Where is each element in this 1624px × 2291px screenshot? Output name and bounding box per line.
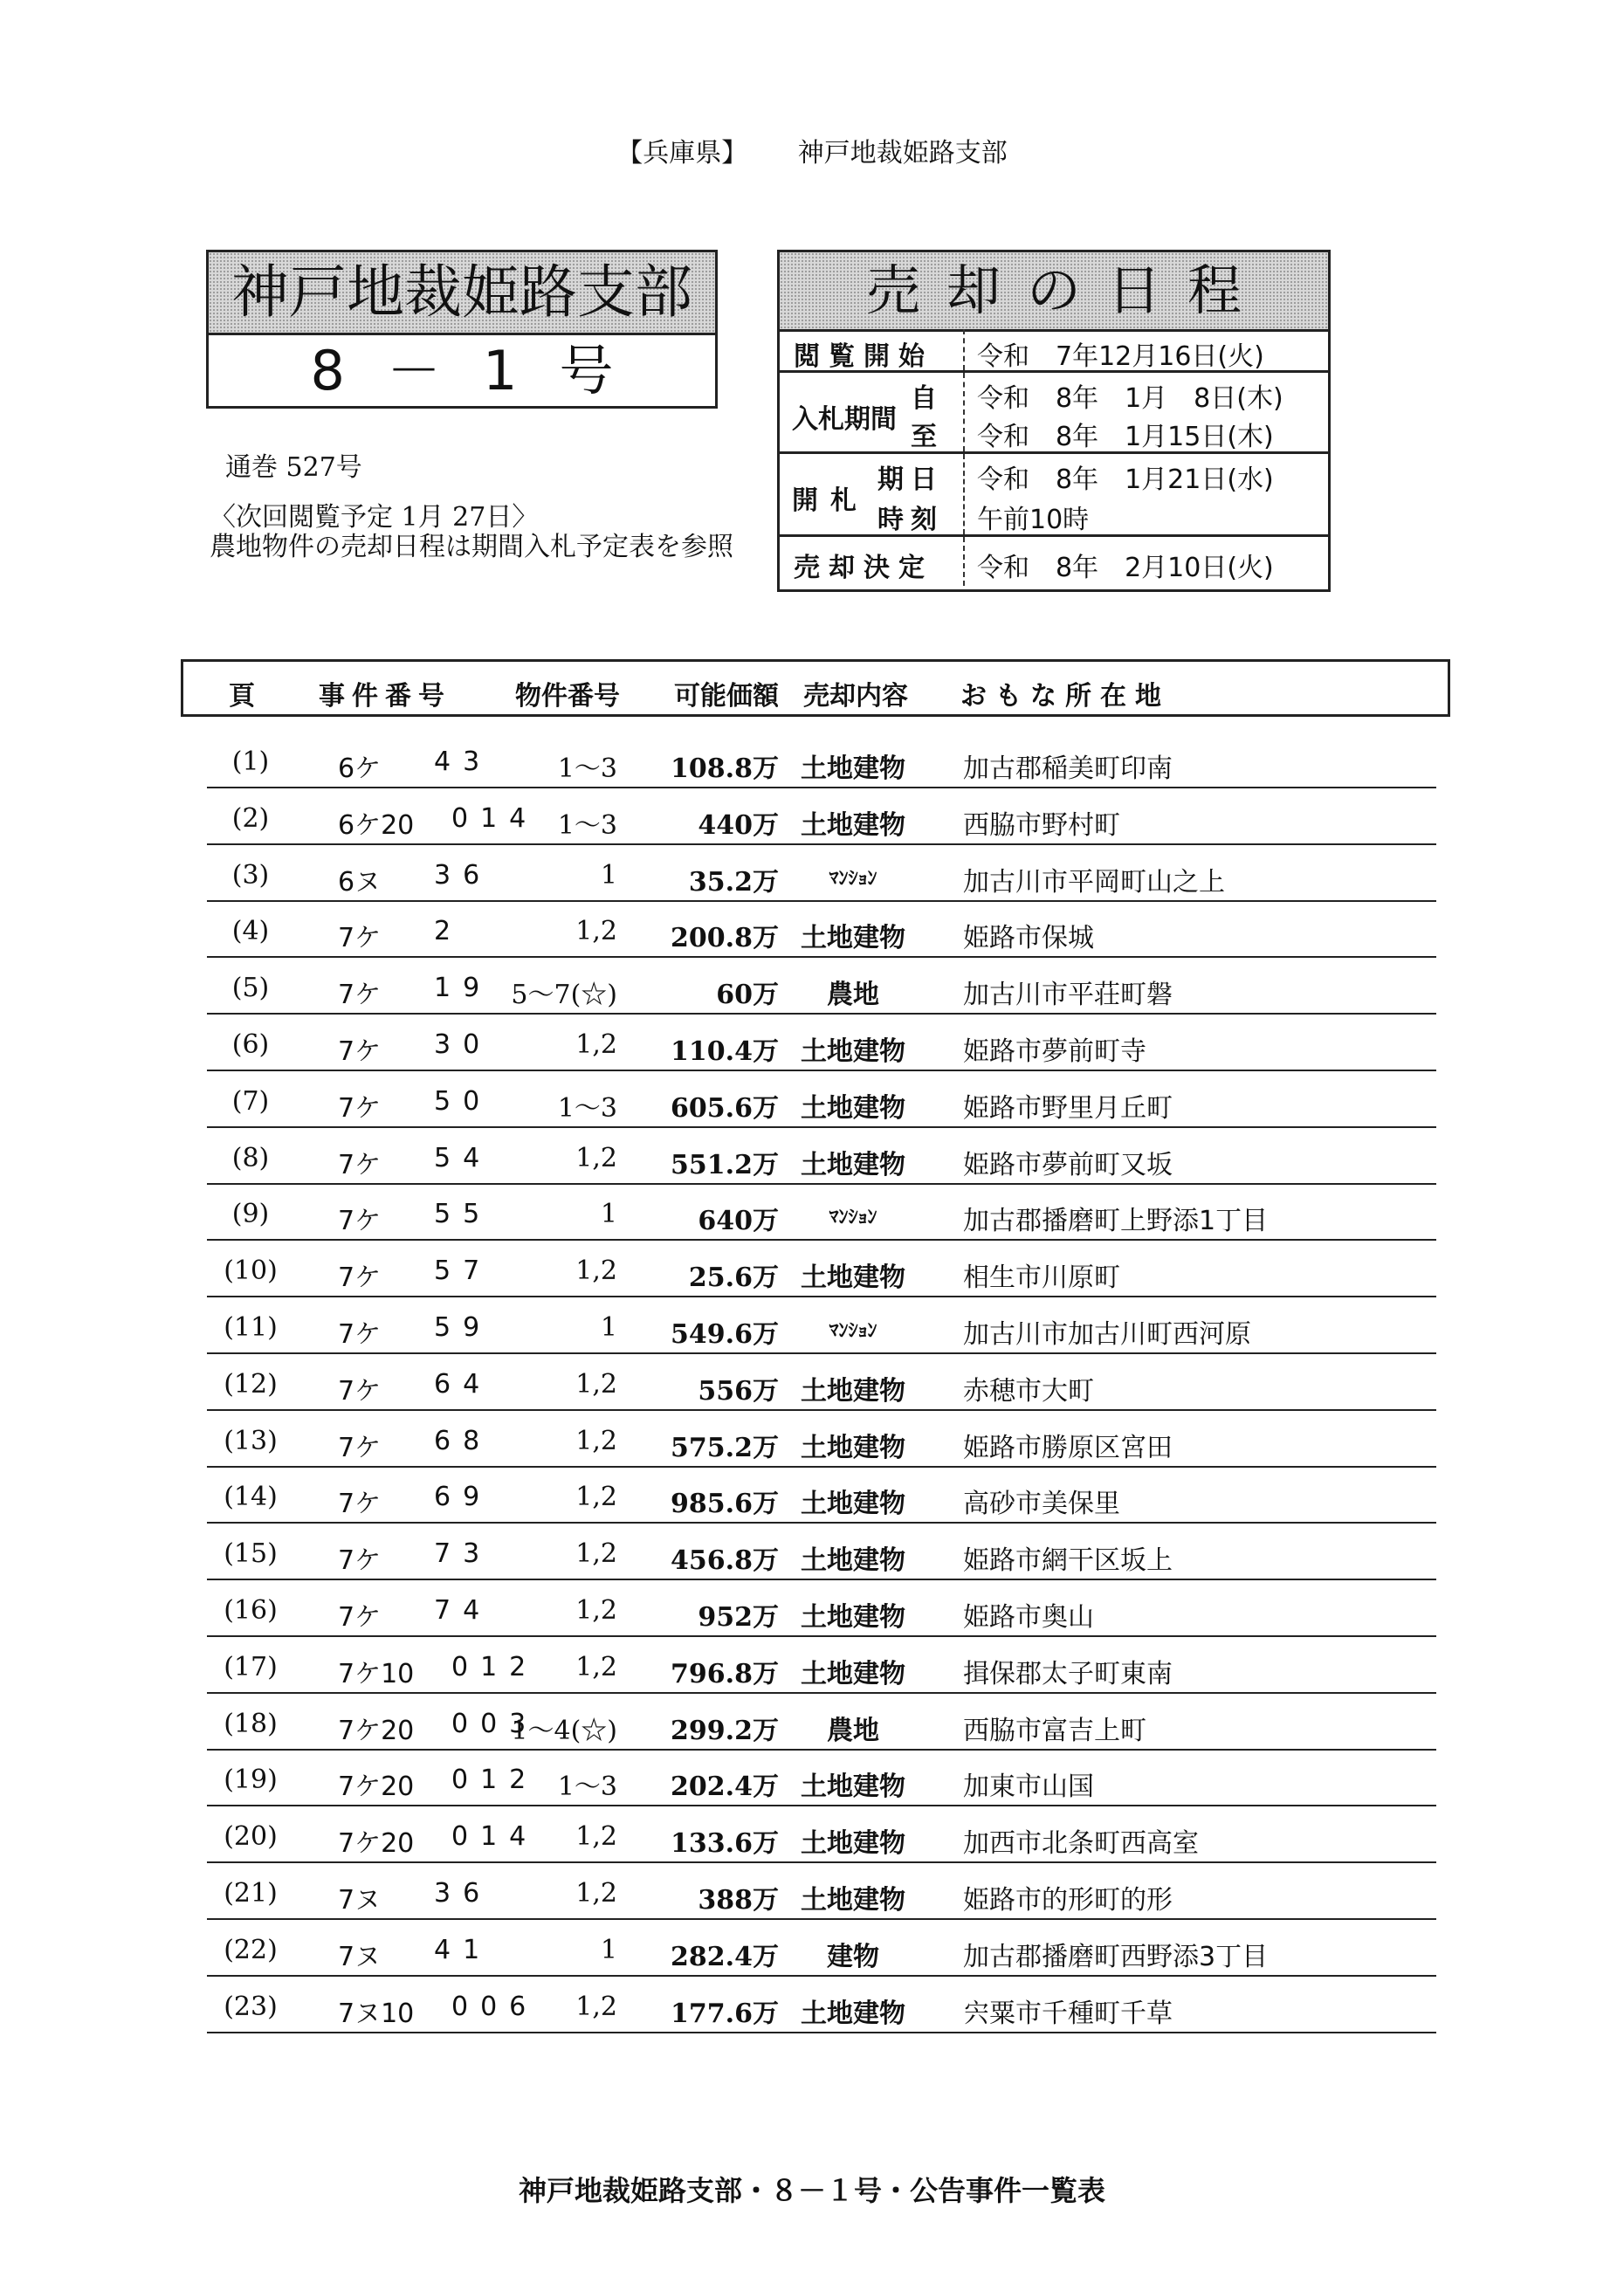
- schedule-row-viewing: [780, 329, 1328, 373]
- cell-location: 姫路市夢前町又坂: [963, 1149, 1173, 1180]
- cell-sale-type: 土地建物: [801, 1149, 905, 1180]
- cell-location: 加古郡稲美町印南: [963, 753, 1173, 784]
- cell-case-number: [338, 1878, 381, 1916]
- cell-property-number: 1,2: [575, 1368, 617, 1400]
- header-case: 事件番号: [319, 681, 451, 712]
- table-row: [207, 1353, 1436, 1411]
- cell-sale-type: 土地建物: [801, 923, 905, 954]
- cell-property-number: 1,2: [575, 1878, 617, 1909]
- cell-property-number: 1,2: [575, 1029, 617, 1060]
- cell-price: 551.2万: [671, 1149, 779, 1180]
- cell-sale-type: 土地建物: [801, 1375, 905, 1407]
- bid-from-date: 令和 8年 1月 8日(木): [977, 383, 1283, 414]
- cell-sale-type: 土地建物: [801, 1545, 905, 1577]
- case-serial: 19: [434, 973, 492, 1004]
- cell-case-number: [338, 1086, 381, 1125]
- cell-location: 加西市北条町西高室: [963, 1828, 1199, 1860]
- case-prefix: 7ケ: [338, 1092, 382, 1124]
- cell-price: 456.8万: [671, 1545, 779, 1577]
- cell-case-number: [338, 1482, 381, 1520]
- cell-location: 宍粟市千種町千草: [963, 1998, 1173, 2029]
- case-serial: 74: [434, 1595, 492, 1626]
- cell-case-number: [338, 803, 414, 842]
- cell-sale-type: ﾏﾝｼｮﾝ: [829, 867, 877, 890]
- header-page: 頁: [229, 681, 255, 712]
- cell-page: (3): [231, 859, 270, 891]
- decision-label: 売却決定: [794, 553, 933, 583]
- cell-case-number: [338, 1538, 381, 1577]
- case-prefix: 7ケ: [338, 1262, 382, 1294]
- cell-case-number: [338, 1821, 414, 1860]
- title-issue: 8－1号: [310, 339, 656, 402]
- case-serial: 2: [434, 916, 464, 947]
- cell-case-number: [338, 1992, 414, 2030]
- cell-sale-type: 土地建物: [801, 1772, 905, 1803]
- cell-sale-type: 土地建物: [801, 1036, 905, 1067]
- cell-price: 282.4万: [671, 1941, 779, 1972]
- cell-page: (2): [231, 802, 270, 834]
- cell-property-number: 1,2: [575, 1256, 617, 1287]
- cell-case-number: [338, 746, 381, 785]
- case-prefix: 7ケ: [338, 1036, 382, 1067]
- prefecture-label: 【兵庫県】: [616, 138, 748, 169]
- cell-sale-type: 土地建物: [801, 1998, 905, 2029]
- case-serial: 41: [434, 1934, 492, 1965]
- cell-property-number: 1,2: [575, 1595, 617, 1626]
- viewing-label: 閲覧開始: [794, 341, 933, 372]
- opening-date: 令和 8年 1月21日(水): [977, 464, 1274, 495]
- case-prefix: 7ケ20: [338, 1828, 415, 1860]
- cell-location: 西脇市野村町: [963, 809, 1120, 841]
- cell-case-number: [338, 1256, 381, 1294]
- cell-price: 133.6万: [671, 1828, 779, 1860]
- cell-price: 388万: [698, 1885, 779, 1916]
- cell-page: (10): [224, 1256, 278, 1287]
- cell-case-number: [338, 1652, 414, 1690]
- case-serial: 64: [434, 1368, 492, 1400]
- volume-number: 通巻 527号: [225, 452, 362, 483]
- case-prefix: 7ケ: [338, 1319, 382, 1350]
- table-row: [207, 1523, 1436, 1580]
- case-prefix: 6ケ: [338, 753, 382, 784]
- case-serial: 012: [451, 1765, 539, 1796]
- cell-price: 25.6万: [688, 1262, 779, 1294]
- case-serial: 54: [434, 1142, 492, 1173]
- table-row: [207, 1070, 1436, 1128]
- case-serial: 73: [434, 1538, 492, 1570]
- cell-page: (14): [224, 1482, 278, 1513]
- table-row: [207, 788, 1436, 845]
- cell-page: (13): [224, 1425, 278, 1456]
- table-row: [207, 1636, 1436, 1694]
- cell-price: 200.8万: [671, 923, 779, 954]
- cell-sale-type: 土地建物: [801, 1885, 905, 1916]
- cell-property-number: 1,2: [575, 1821, 617, 1853]
- cell-page: (7): [231, 1085, 270, 1117]
- cell-price: 60万: [716, 980, 779, 1011]
- table-row: [207, 1014, 1436, 1071]
- table-row: [207, 1749, 1436, 1806]
- cell-case-number: [338, 973, 381, 1011]
- table-row: [207, 844, 1436, 902]
- cell-location: 加古川市平荘町磐: [963, 980, 1173, 1011]
- cell-property-number: 1,2: [575, 916, 617, 947]
- schedule-row-opening: [780, 454, 1328, 537]
- cell-location: 赤穂市大町: [963, 1375, 1094, 1407]
- table-row: [207, 1806, 1436, 1863]
- cell-property-number: 1,2: [575, 1482, 617, 1513]
- cell-price: 556万: [698, 1375, 779, 1407]
- cell-location: 揖保郡太子町東南: [963, 1658, 1173, 1689]
- case-serial: 36: [434, 859, 492, 891]
- case-prefix: 7ケ: [338, 923, 382, 954]
- viewing-date: 令和 7年12月16日(火): [977, 341, 1264, 372]
- cell-price: 440万: [698, 809, 779, 841]
- cell-property-number: 1,2: [575, 1991, 617, 2022]
- cell-page: (4): [231, 916, 270, 947]
- case-prefix: 7ケ20: [338, 1715, 415, 1746]
- cell-sale-type: 土地建物: [801, 1092, 905, 1124]
- cell-location: 高砂市美保里: [963, 1489, 1120, 1520]
- table-header: [181, 659, 1450, 717]
- notes: [210, 503, 733, 562]
- cell-property-number: 1,2: [575, 1651, 617, 1682]
- cell-sale-type: 土地建物: [801, 1602, 905, 1633]
- court-name: 神戸地裁姫路支部: [797, 138, 1008, 169]
- cell-price: 35.2万: [688, 866, 779, 898]
- cell-page: (22): [224, 1934, 278, 1965]
- cell-page: (5): [231, 973, 270, 1004]
- cell-property-number: 1,2: [575, 1142, 617, 1173]
- case-serial: 003: [451, 1708, 539, 1739]
- cell-sale-type: 土地建物: [801, 1658, 905, 1689]
- table-row: [207, 1919, 1436, 1977]
- cell-location: 加古川市加古川町西河原: [963, 1319, 1251, 1350]
- cell-property-number: 1,2: [575, 1538, 617, 1570]
- cell-case-number: [338, 1369, 381, 1407]
- cell-price: 110.4万: [671, 1036, 779, 1067]
- table-row: [207, 1466, 1436, 1524]
- cell-location: 西脇市富吉上町: [963, 1715, 1146, 1746]
- schedule-row-decision: [780, 537, 1328, 586]
- table-row: [207, 1693, 1436, 1751]
- cell-location: 加古川市平岡町山之上: [963, 866, 1225, 898]
- cell-case-number: [338, 1143, 381, 1181]
- case-prefix: 7ケ: [338, 1149, 382, 1180]
- cell-location: 姫路市奥山: [963, 1602, 1094, 1633]
- cell-case-number: [338, 1199, 381, 1237]
- case-prefix: 7ケ: [338, 1602, 382, 1633]
- header-type: 売却内容: [803, 681, 908, 712]
- case-prefix: 7ヌ: [338, 1885, 382, 1916]
- case-prefix: 6ケ20: [338, 809, 415, 841]
- cell-price: 605.6万: [671, 1092, 779, 1124]
- cell-page: (15): [224, 1538, 278, 1570]
- case-serial: 014: [451, 802, 539, 834]
- title-court: 神戸地裁姫路支部: [209, 252, 715, 335]
- case-serial: 43: [434, 746, 492, 777]
- cell-page: (12): [224, 1368, 278, 1400]
- case-prefix: 7ケ: [338, 1206, 382, 1237]
- bid-from-label: 自: [911, 383, 937, 414]
- cell-property-number: 1: [600, 1199, 617, 1230]
- schedule-row-bid: [780, 373, 1328, 454]
- cell-case-number: [338, 916, 381, 954]
- cell-sale-type: 土地建物: [801, 1828, 905, 1860]
- table-row: [207, 1976, 1436, 2033]
- table-row: [207, 1240, 1436, 1297]
- cell-sale-type: ﾏﾝｼｮﾝ: [829, 1207, 877, 1229]
- sale-schedule: [777, 250, 1331, 592]
- case-prefix: 7ケ: [338, 980, 382, 1011]
- decision-date: 令和 8年 2月10日(火): [977, 553, 1274, 583]
- case-prefix: 7ヌ: [338, 1941, 382, 1972]
- cell-price: 952万: [698, 1602, 779, 1633]
- cell-page: (23): [224, 1991, 278, 2022]
- cell-page: (20): [224, 1821, 278, 1853]
- cell-location: 姫路市保城: [963, 923, 1094, 954]
- cell-sale-type: 土地建物: [801, 753, 905, 784]
- case-serial: 30: [434, 1029, 492, 1060]
- schedule-title: 売却の日程: [780, 252, 1328, 332]
- table-row: [207, 1410, 1436, 1468]
- case-prefix: 7ヌ10: [338, 1998, 415, 2029]
- cell-page: (16): [224, 1595, 278, 1626]
- cell-property-number: 1,2: [575, 1425, 617, 1456]
- next-viewing-note: 〈次回閲覧予定 1月 27日〉: [210, 502, 539, 533]
- cell-case-number: [338, 860, 381, 898]
- cell-sale-type: 建物: [827, 1941, 879, 1972]
- cell-case-number: [338, 1595, 381, 1634]
- cell-price: 549.6万: [671, 1319, 779, 1350]
- cell-property-number: 1～3: [557, 1772, 617, 1803]
- page-footer: 神戸地裁姫路支部・８－１号・公告事件一覧表: [518, 2174, 1105, 2207]
- opening-label: 開札: [792, 485, 869, 516]
- case-prefix: 7ケ10: [338, 1658, 415, 1689]
- cell-page: (8): [231, 1142, 270, 1173]
- cell-page: (18): [224, 1708, 278, 1739]
- cell-price: 108.8万: [671, 753, 779, 784]
- bid-to-label: 至: [911, 422, 937, 452]
- cell-property-number: 1～3: [557, 1092, 617, 1124]
- cell-sale-type: ﾏﾝｼｮﾝ: [829, 1320, 877, 1342]
- case-serial: 006: [451, 1991, 539, 2022]
- cell-property-number: 1: [600, 1312, 617, 1343]
- cell-sale-type: 土地建物: [801, 809, 905, 841]
- case-serial: 55: [434, 1199, 492, 1230]
- cell-price: 985.6万: [671, 1489, 779, 1520]
- table-row: [207, 1297, 1436, 1354]
- cell-page: (21): [224, 1878, 278, 1909]
- cell-page: (11): [224, 1312, 278, 1343]
- bid-to-date: 令和 8年 1月15日(木): [977, 422, 1274, 452]
- opening-time: 午前10時: [977, 505, 1090, 535]
- case-serial: 36: [434, 1878, 492, 1909]
- header-prop: 物件番号: [515, 681, 620, 712]
- cell-location: 相生市川原町: [963, 1262, 1120, 1294]
- cell-page: (6): [231, 1029, 270, 1060]
- case-serial: 012: [451, 1651, 539, 1682]
- cell-property-number: 1～3: [557, 753, 617, 784]
- case-serial: 57: [434, 1256, 492, 1287]
- case-prefix: 7ケ: [338, 1489, 382, 1520]
- cell-sale-type: 農地: [827, 1715, 879, 1746]
- header-price: 可能価額: [674, 681, 779, 712]
- cell-location: 姫路市網干区坂上: [963, 1545, 1173, 1577]
- cell-page: (9): [231, 1199, 270, 1230]
- title-box: [206, 250, 718, 409]
- cell-sale-type: 土地建物: [801, 1262, 905, 1294]
- cell-price: 299.2万: [671, 1715, 779, 1746]
- cell-page: (1): [231, 746, 270, 777]
- farmland-note: 農地物件の売却日程は期間入札予定表を参照: [210, 532, 733, 562]
- cell-property-number: 1～3: [557, 809, 617, 841]
- case-prefix: 7ケ20: [338, 1772, 415, 1803]
- case-prefix: 7ケ: [338, 1375, 382, 1407]
- cell-page: (19): [224, 1765, 278, 1796]
- cell-page: (17): [224, 1651, 278, 1682]
- table-row: [207, 1579, 1436, 1637]
- cell-price: 796.8万: [671, 1658, 779, 1689]
- cell-property-number: 1～4(☆): [511, 1715, 617, 1746]
- cell-location: 加東市山国: [963, 1772, 1094, 1803]
- case-serial: 59: [434, 1312, 492, 1343]
- case-serial: 69: [434, 1482, 492, 1513]
- table-row: [207, 1862, 1436, 1920]
- cell-location: 姫路市的形町的形: [963, 1885, 1173, 1916]
- cell-case-number: [338, 1935, 381, 1973]
- cell-location: 加古郡播磨町上野添1丁目: [963, 1206, 1269, 1237]
- table-row: [207, 957, 1436, 1015]
- cell-case-number: [338, 1029, 381, 1068]
- cell-price: 202.4万: [671, 1772, 779, 1803]
- table-row: [207, 900, 1436, 958]
- table-row: [207, 1127, 1436, 1185]
- table-row: [207, 731, 1436, 788]
- bid-label: 入札期間: [792, 404, 897, 435]
- cell-location: 加古郡播磨町西野添3丁目: [963, 1941, 1269, 1972]
- opening-date-label: 期日: [877, 464, 944, 495]
- case-serial: 014: [451, 1821, 539, 1853]
- cell-property-number: 5～7(☆): [511, 980, 617, 1011]
- cell-case-number: [338, 1765, 414, 1803]
- cell-case-number: [338, 1709, 414, 1747]
- header-location: おもな所在地: [960, 681, 1170, 712]
- cell-property-number: 1: [600, 1934, 617, 1965]
- table-row: [207, 1183, 1436, 1241]
- case-prefix: 7ケ: [338, 1545, 382, 1577]
- cell-sale-type: 土地建物: [801, 1489, 905, 1520]
- opening-time-label: 時刻: [877, 505, 944, 535]
- cell-sale-type: 農地: [827, 980, 879, 1011]
- cell-price: 640万: [698, 1206, 779, 1237]
- case-serial: 50: [434, 1085, 492, 1117]
- cell-price: 575.2万: [671, 1432, 779, 1463]
- cell-location: 姫路市勝原区宮田: [963, 1432, 1173, 1463]
- case-serial: 68: [434, 1425, 492, 1456]
- page-header: [0, 131, 1624, 169]
- case-prefix: 7ケ: [338, 1432, 382, 1463]
- case-prefix: 6ヌ: [338, 866, 382, 898]
- cell-location: 姫路市野里月丘町: [963, 1092, 1173, 1124]
- cell-case-number: [338, 1426, 381, 1464]
- cell-sale-type: 土地建物: [801, 1432, 905, 1463]
- cell-case-number: [338, 1312, 381, 1351]
- cell-price: 177.6万: [671, 1998, 779, 2029]
- cell-location: 姫路市夢前町寺: [963, 1036, 1146, 1067]
- cell-property-number: 1: [600, 859, 617, 891]
